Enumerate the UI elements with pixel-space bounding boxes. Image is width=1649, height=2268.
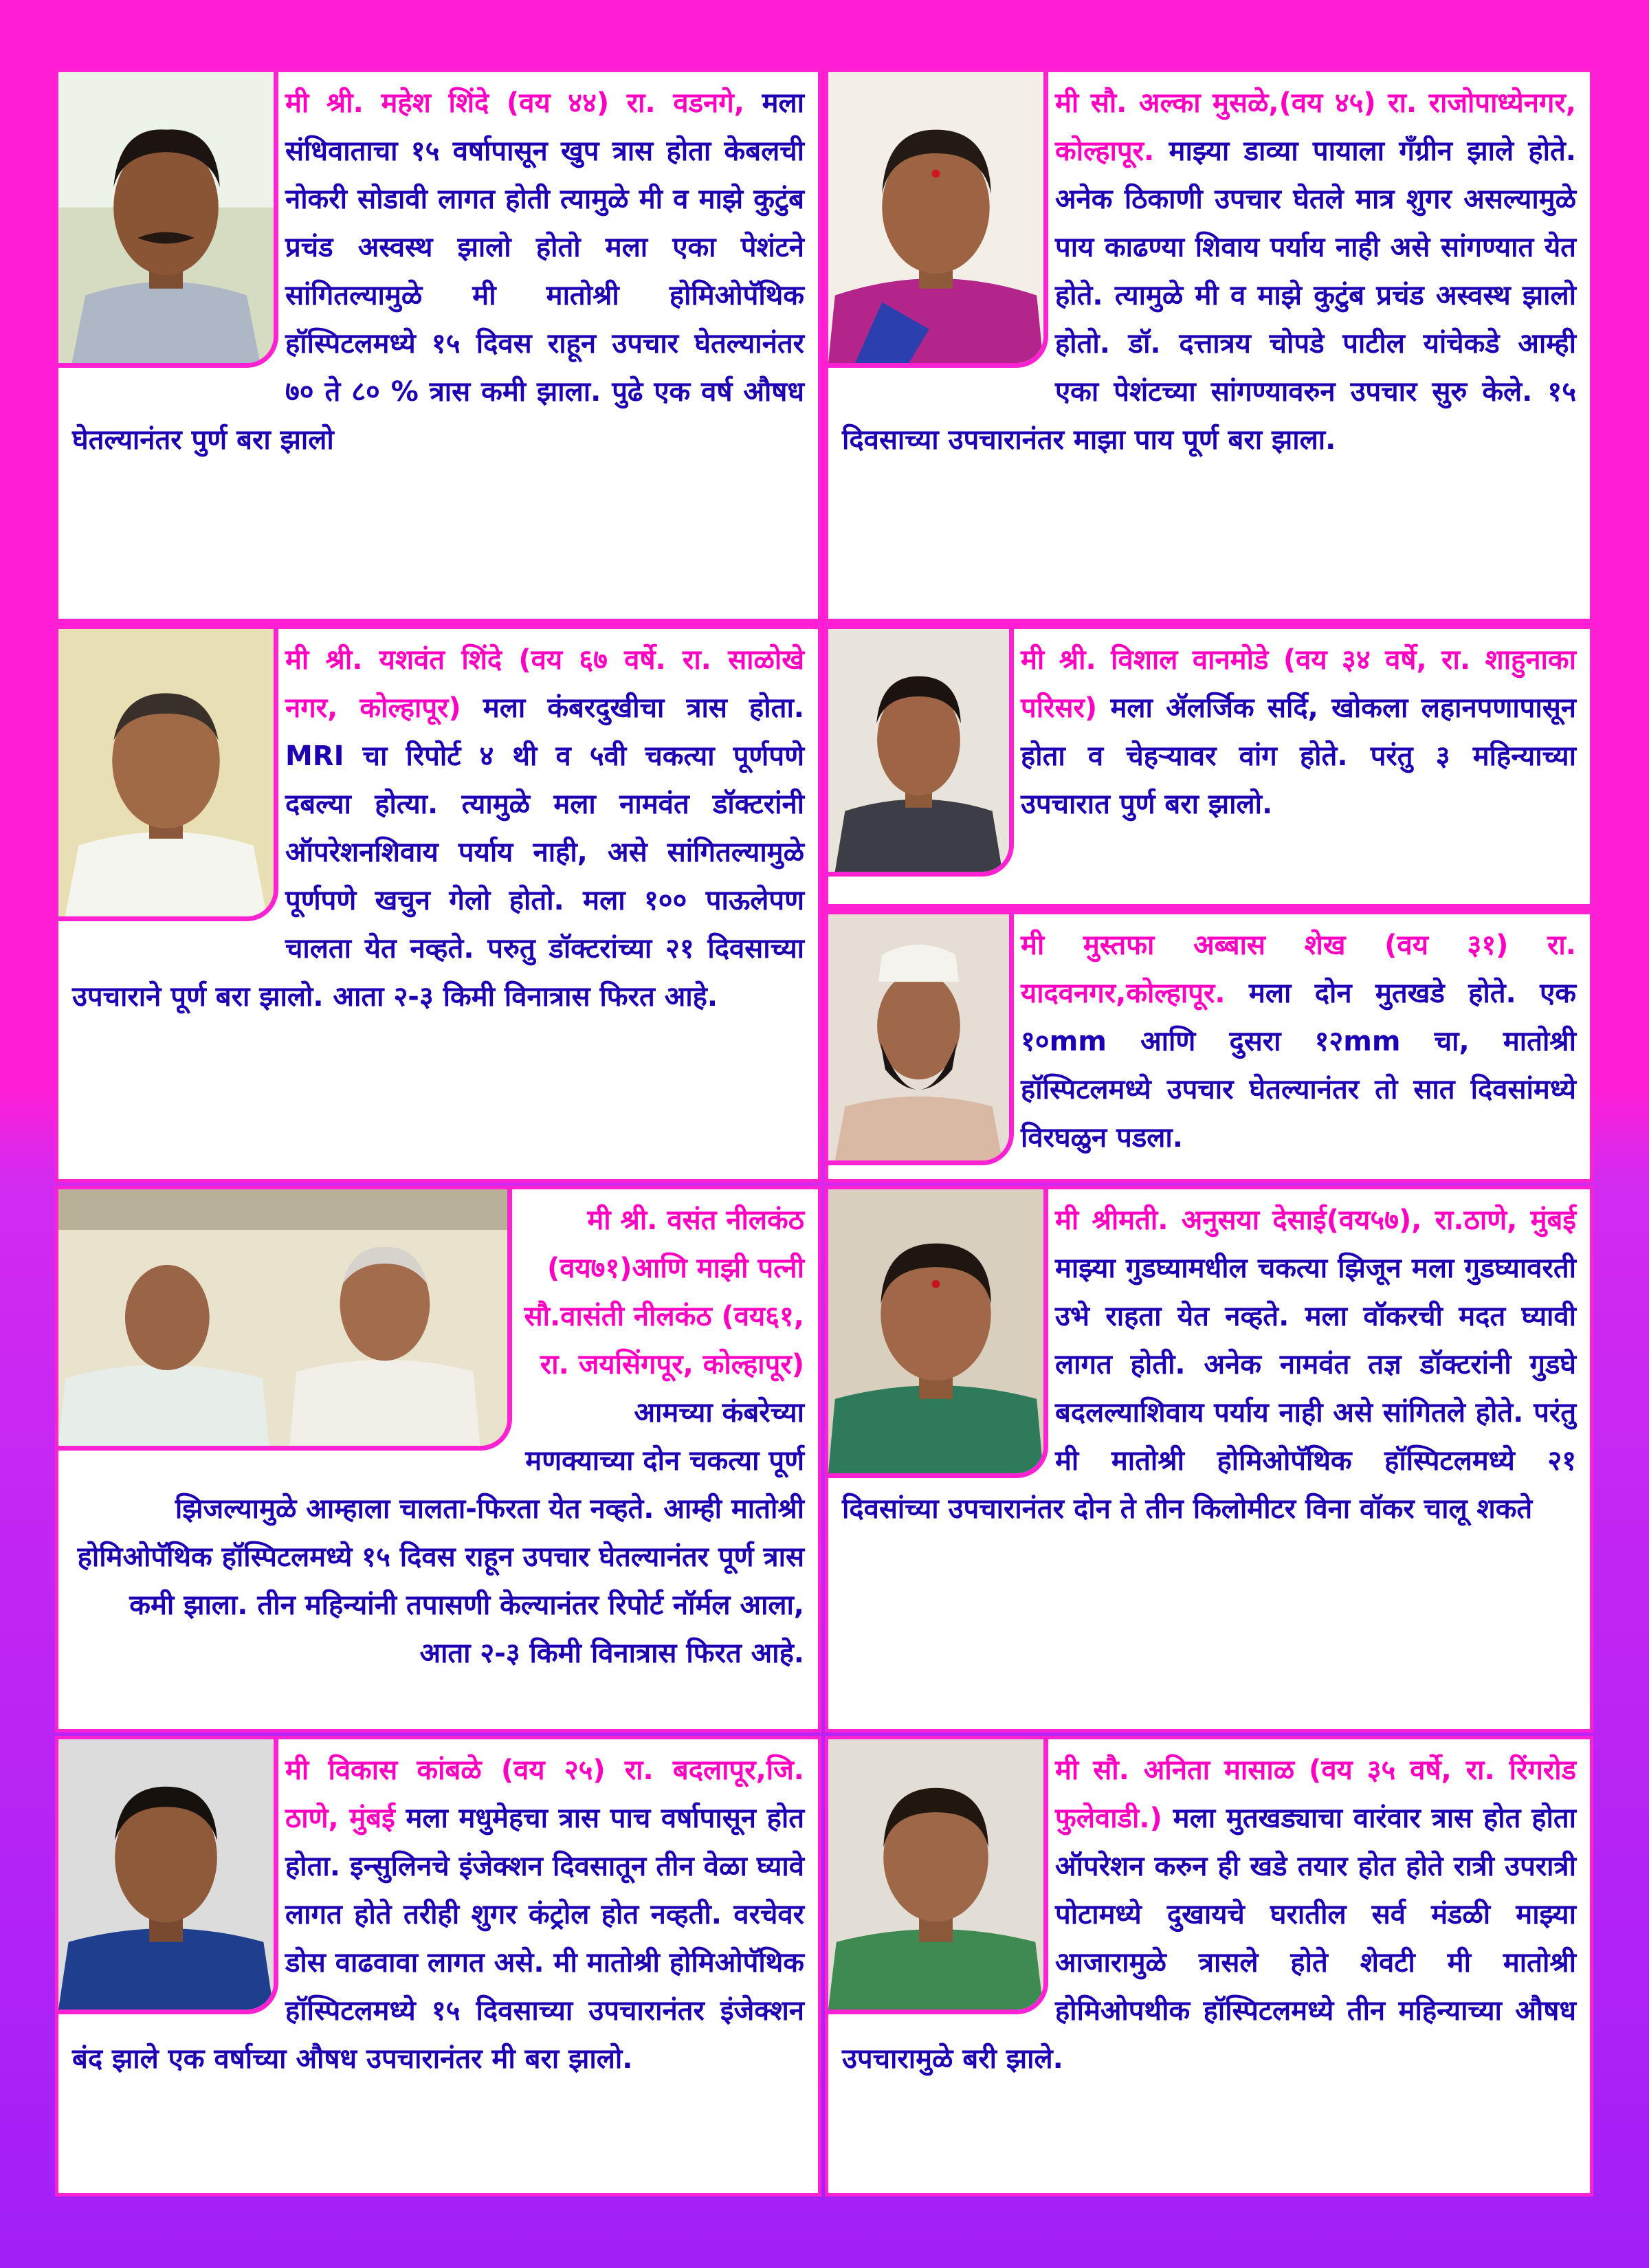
testimonial-text: आमच्या कंबरेच्या मणक्याच्या दोन चकत्या पूर्ण झिजल्यामुळे आम्हाला चालता-फिरता येत नव्हते. आम्ही मातोश्री होमिओपॅथिक हॉस्पिटलमध्ये १५ दिवस राहून उपचार घेतल्यानंतर पूर्ण त्रास कमी झाला. तीन महिन्यांनी तपासणी केल्यानंतर रिपोर्ट नॉर्मल आला, आता २-३ किमी विनात्रास फिरत आहे. (77, 1397, 804, 1669)
testimonial-text: मला मधुमेहचा त्रास पाच वर्षापासून होत होता. इन्सुलिनचे इंजेक्शन दिवसातून तीन वेळा घ्यावे लागत होते तरीही शुगर कंट्रोल होत नव्हती. वरचेवर डोस वाढवावा लागत असे. मी मातोश्री होमिओपॅथिक हॉस्पिटलमध्ये १५ दिवसाच्या उपचारानंतर इंजेक्शन बंद झाले एक वर्षाच्या औषध उपचारानंतर मी बरा झालो. (72, 1803, 804, 2075)
testimonial-text: मला ॲलर्जिक सर्दि, खोकला लहानपणापासून होता व चेहऱ्यावर वांग होते. परंतु ३ महिन्याच्या उपचारात पुर्ण बरा झालो. (1021, 692, 1576, 820)
man-portrait-icon (828, 629, 1009, 872)
patient-name: मी विकास कांबळे (वय २५) रा. बदलापूर,जि. ठाणे, मुंबई (285, 1754, 804, 1834)
patient-name: मी श्री. विशाल वानमोडे (वय ३४ वर्षे, रा. शाहुनाका परिसर) (1021, 644, 1576, 724)
woman-portrait-icon (828, 1189, 1043, 1473)
testimonial-text: मला संधिवाताचा १५ वर्षापासून खुप त्रास होता केबलची नोकरी सोडावी लागत होती त्यामुळे मी व माझे कुटुंब प्रचंड अस्वस्थ झालो होतो मला एका पेशंटने सांगितल्यामुळे मी मातोश्री होमिओपॅथिक हॉस्पिटलमध्ये १५ दिवस राहून उपचार घेतल्यानंतर ७० ते ८० % त्रास कमी झाला. पुढे एक वर्ष औषध घेतल्यानंतर पुर्ण बरा झालो (72, 87, 805, 456)
testimonial-card (55, 69, 821, 622)
woman-portrait-icon (828, 1739, 1043, 2010)
patient-name: मी मुस्तफा अब्बास शेख (वय ३१) रा. यादवनगर,कोल्हापूर. (1021, 929, 1576, 1009)
testimonial-card (825, 911, 1593, 1182)
testimonial-card (55, 626, 821, 1182)
testimonial-card (825, 1186, 1593, 1732)
testimonial-card (55, 1186, 821, 1732)
patient-photo (58, 72, 278, 368)
patient-name: मी श्री. महेश शिंदे (वय ४४) रा. वडनगे, (285, 87, 744, 119)
testimonial-card (825, 626, 1593, 907)
man-portrait-icon (828, 914, 1009, 1160)
testimonial-text: माझ्या डाव्या पायाला गँग्रीन झाले होते. अनेक ठिकाणी उपचार घेतले मात्र शुगर असल्यामुळे पाय काढण्या शिवाय पर्याय नाही असे सांगण्यात येत होते. त्यामुळे मी व माझे कुटुंब प्रचंड अस्वस्थ झालो होतो. डॉ. दत्तात्रय चोपडे पाटील यांचेकडे आम्ही एका पेशंटच्या सांगण्यावरुन उपचार सुरु केले. १५ दिवसाच्या उपचारानंतर माझा पाय पूर्ण बरा झाला. (842, 135, 1576, 456)
patient-photo (828, 1189, 1048, 1478)
couple-portrait-icon (58, 1189, 507, 1446)
patient-photo (58, 1189, 512, 1451)
patient-photo (828, 629, 1014, 877)
patient-name: मी सौ. अनिता मासाळ (वय ३५ वर्षे, रा. रिंगरोड फुलेवाडी.) (1055, 1754, 1576, 1834)
testimonial-card (55, 1736, 821, 2197)
patient-name: मी सौ. अल्का मुसळे,(वय ४५) रा. राजोपाध्येनगर, कोल्हापूर. (1055, 87, 1576, 167)
testimonial-card (825, 69, 1593, 622)
patient-photo (828, 72, 1048, 368)
patient-photo (58, 1739, 278, 2014)
patient-name: मी श्री. वसंत नीलकंठ (वय७१)आणि माझी पत्नी सौ.वासंती नीलकंठ (वय६१, रा. जयसिंगपूर, कोल्हापूर) (524, 1204, 804, 1380)
woman-portrait-icon (828, 72, 1043, 363)
patient-name: मी श्री. यशवंत शिंदे (वय ६७ वर्षे. रा. साळोखे नगर, कोल्हापूर) (285, 644, 804, 724)
testimonial-card (825, 1736, 1593, 2197)
testimonial-text: मला मुतखड्याचा वारंवार त्रास होत होता ऑपरेशन करुन ही खडे तयार होत होते रात्री उपरात्री पोटामध्ये दुखायचे घरातील सर्व मंडळी माझ्या आजारामुळे त्रासले होते शेवटी मी मातोश्री होमिओपथीक हॉस्पिटलमध्ये तीन महिन्याच्या औषध उपचारामुळे बरी झाले. (842, 1803, 1576, 2075)
patient-photo (828, 1739, 1048, 2014)
patient-photo (828, 914, 1014, 1165)
man-portrait-icon (58, 72, 274, 363)
testimonial-text: मला दोन मुतखडे होते. एक १०mm आणि दुसरा १२mm चा, मातोश्री हॉस्पिटलमध्ये उपचार घेतल्यानंतर तो सात दिवसांमध्ये विरघळुन पडला. (1021, 978, 1576, 1154)
testimonial-text: मला कंबरदुखीचा त्रास होता. MRI चा रिपोर्ट ४ थी व ५वी चकत्या पूर्णपणे दबल्या होत्या. त्यामुळे मला नामवंत डॉक्टरांनी ऑपरेशनशिवाय पर्याय नाही, असे सांगितल्यामुळे पूर्णपणे खचुन गेलो होतो. मला १०० पाऊलेपण चालता येत नव्हते. परुतु डॉक्टरांच्या २१ दिवसाच्या उपचाराने पूर्ण बरा झालो. आता २-३ किमी विनात्रास फिरत आहे. (72, 692, 805, 1013)
patient-name: मी श्रीमती. अनुसया देसाई(वय५७), रा.ठाणे, मुंबई (1055, 1204, 1576, 1236)
man-portrait-icon (58, 629, 274, 916)
testimonial-text: माझ्या गुडघ्यामधील चकत्या झिजून मला गुडघ्यावरती उभे राहता येत नव्हते. मला वॉकरची मदत घ्यावी लागत होती. अनेक नामवंत तज्ञ डॉक्टरांनी गुडघे बदलल्याशिवाय पर्याय नाही असे सांगितले होते. परंतु मी मातोश्री होमिओपॅथिक हॉस्पिटलमध्ये २१ दिवसांच्या उपचारानंतर दोन ते तीन किलोमीटर विना वॉकर चालू शकते (842, 1253, 1576, 1525)
man-portrait-icon (58, 1739, 274, 2010)
patient-photo (58, 629, 278, 921)
